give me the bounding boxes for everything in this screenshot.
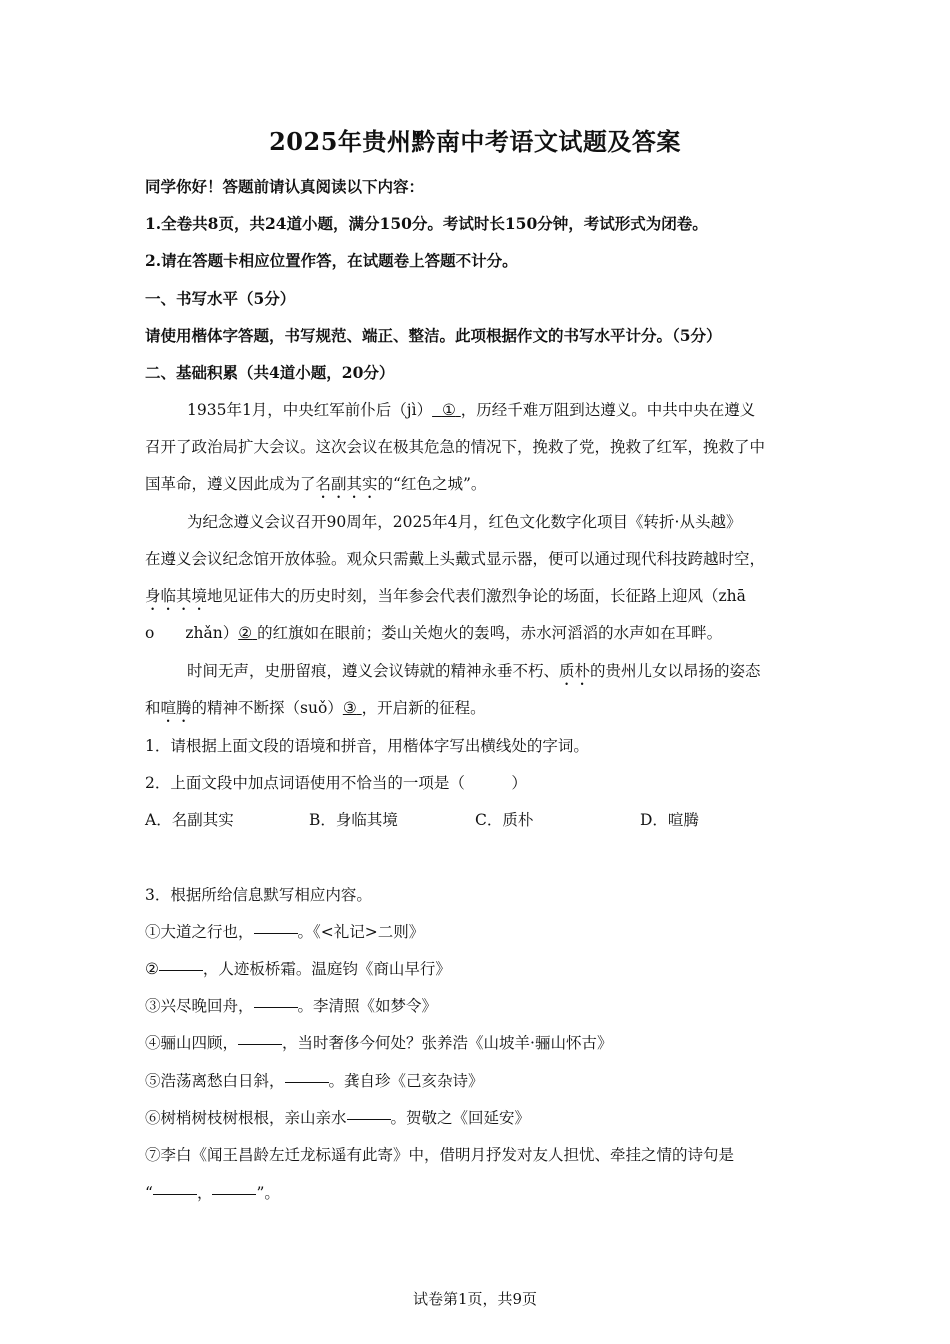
dotted-word-4: 喧腾 [160, 699, 192, 717]
option-a: A．名副其实 [145, 811, 234, 829]
passage-p2-line1: 为纪念遵义会议召开90周年，2025年4月，红色文化数字化项目《转折·从头越》 [187, 513, 742, 531]
answer-blank [238, 1044, 282, 1045]
recite-item-6: ⑥树梢树枝树根根，亲山亲水 。贺敬之《回延安》 [145, 1109, 531, 1127]
answer-blank [285, 1082, 329, 1083]
passage-p3-line2: 和喧腾的精神不断探（suǒ）③ ，开启新的征程。 [145, 699, 486, 717]
passage-p2-line2: 在遵义会议纪念馆开放体验。观众只需戴上头戴式显示器，便可以通过现代科技跨越时空， [145, 550, 766, 568]
instructions-greeting: 同学你好！答题前请认真阅读以下内容： [145, 177, 425, 196]
answer-blank [159, 970, 203, 971]
recite-item-1: ①大道之行也， 。《<礼记>二则》 [145, 923, 425, 941]
answer-blank [153, 1194, 197, 1195]
instruction-item-1: 1.全卷共8页，共24道小题，满分150分。考试时长150分钟，考试形式为闭卷。 [145, 214, 708, 233]
question-3: 3．根据所给信息默写相应内容。 [145, 886, 372, 904]
passage-text: ，历经千难万阻到达遵义。中共中央在遵义 [460, 401, 756, 419]
instruction-item-2: 2.请在答题卡相应位置作答，在试题卷上答题不计分。 [145, 251, 518, 270]
section1-text: 请使用楷体字答题，书写规范、端正、整洁。此项根据作文的书写水平计分。（5分） [145, 326, 722, 345]
question-1: 1．请根据上面文段的语境和拼音，用楷体字写出横线处的字词。 [145, 737, 589, 755]
page-title: 2025年贵州黔南中考语文试题及答案 [269, 127, 681, 156]
section1-heading: 一、书写水平（5分） [145, 289, 296, 308]
recite-item-4: ④骊山四顾， ，当时奢侈今何处？张养浩《山坡羊·骊山怀古》 [145, 1034, 613, 1052]
option-b: B．身临其境 [309, 811, 398, 829]
fill-blank-2: ② [238, 624, 253, 642]
recite-item-7-line1: ⑦李白《闻王昌龄左迁龙标遥有此寄》中，借明月抒发对友人担忧、牵挂之情的诗句是 [145, 1146, 735, 1164]
passage-p2-line4: o zhǎn）② 的红旗如在眼前；娄山关炮火的轰鸣，赤水河滔滔的水声如在耳畔。 [145, 624, 723, 642]
fill-blank-3: ③ [342, 699, 357, 717]
recite-item-3: ③兴尽晚回舟， 。李清照《如梦令》 [145, 997, 438, 1015]
recite-item-5: ⑤浩荡离愁白日斜， 。龚自珍《己亥杂诗》 [145, 1072, 484, 1090]
passage-p3-line1: 时间无声，史册留痕，遵义会议铸就的精神永垂不朽、质朴的贵州儿女以昂扬的姿态 [187, 662, 761, 680]
passage-p1-line3: 国革命，遵义因此成为了名副其实的“红色之城”。 [145, 475, 487, 493]
passage-p1-line2: 召开了政治局扩大会议。这次会议在极其危急的情况下，挽救了党，挽救了红军，挽救了中 [145, 438, 766, 456]
passage-text: 1935年1月，中央红军前仆后（jì） [187, 401, 433, 419]
section2-heading: 二、基础积累（共4道小题，20分） [145, 363, 395, 382]
option-c: C．质朴 [475, 811, 534, 829]
dotted-word-2: 身临其境 [145, 587, 208, 605]
option-d: D．喧腾 [640, 811, 699, 829]
dotted-word-3: 质朴 [559, 662, 591, 680]
answer-blank [212, 1194, 256, 1195]
passage-p2-line3: 身临其境地见证伟大的历史时刻，当年参会代表们激烈争论的场面，长征路上迎风（zhā [145, 587, 746, 605]
question-2: 2．上面文段中加点词语使用不恰当的一项是（ ） [145, 774, 527, 792]
page-footer: 试卷第1页，共9页 [412, 1290, 538, 1308]
fill-blank-1: ① [441, 401, 456, 419]
recite-item-2: ② ，人迹板桥霜。温庭钧《商山早行》 [145, 960, 451, 978]
dotted-word-1: 名副其实 [315, 475, 378, 493]
passage-p1-line1 [187, 398, 837, 420]
recite-item-7-line2: “ ， ”。 [145, 1184, 280, 1202]
answer-blank [254, 933, 298, 934]
answer-blank [254, 1007, 298, 1008]
answer-blank [347, 1119, 391, 1120]
